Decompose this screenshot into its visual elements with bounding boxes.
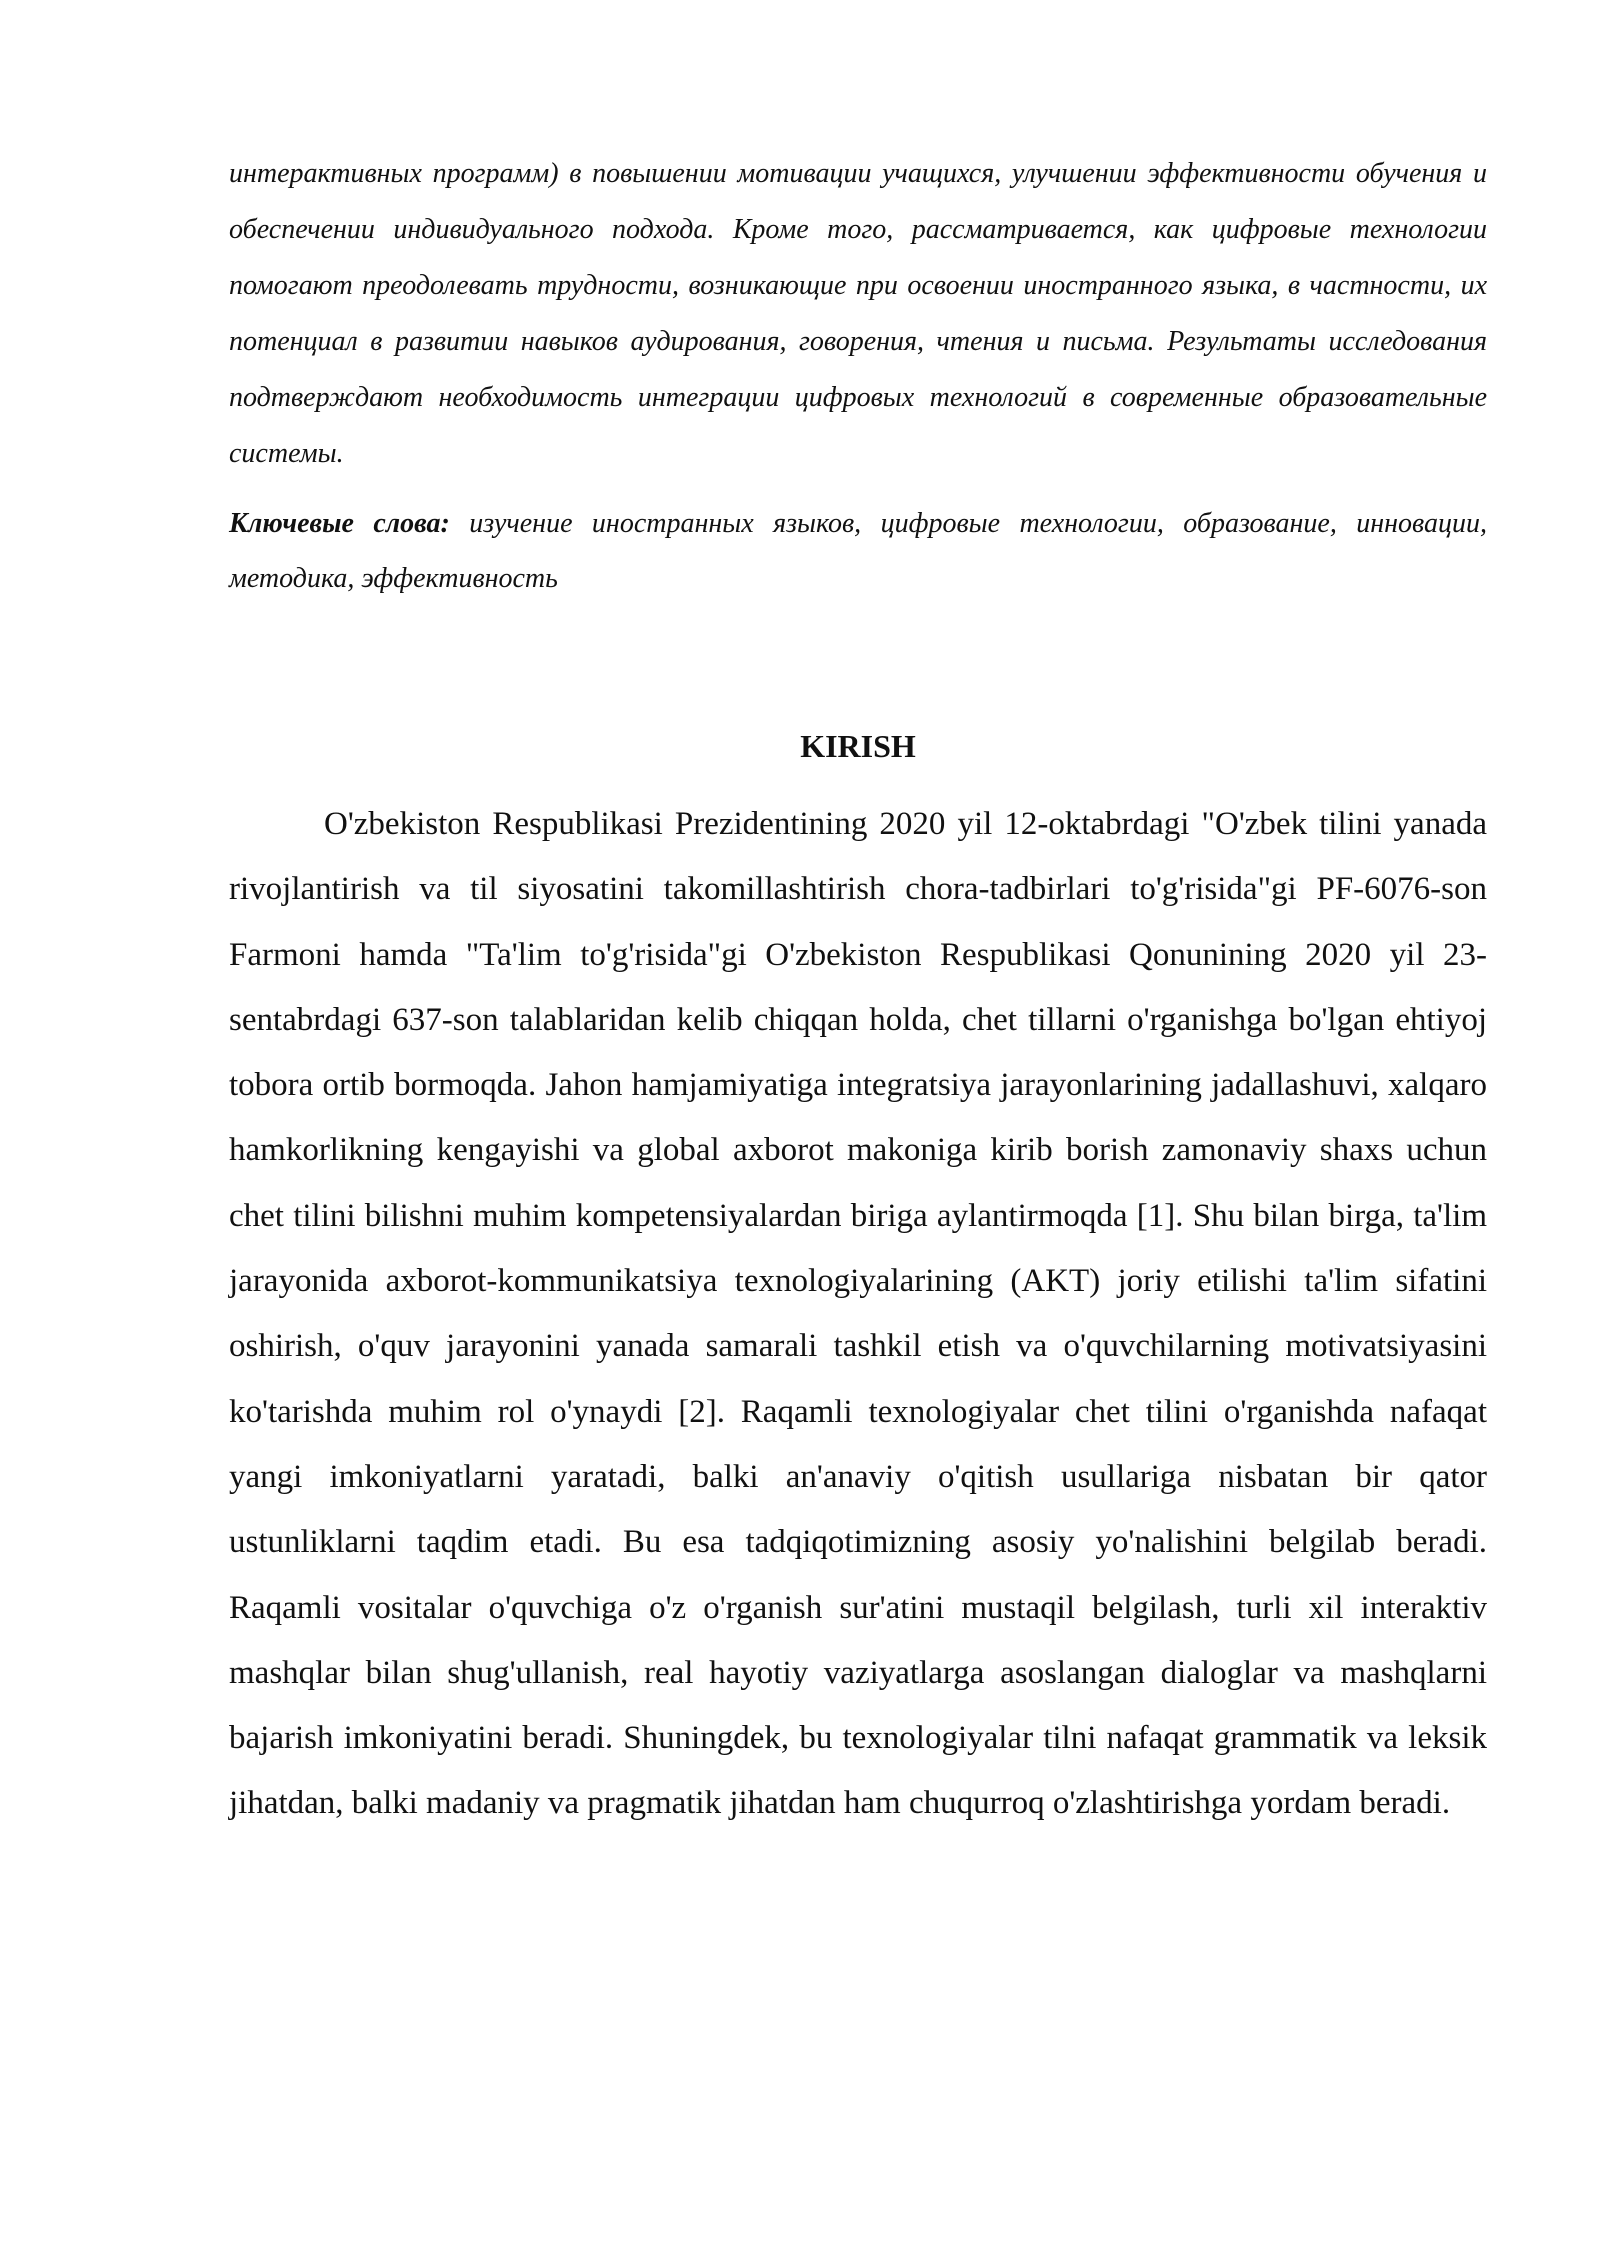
abstract-paragraph: интерактивных программ) в повышении мотивации учащихся, улучшении эффективности обучения и обеспечении индивидуального подхода. Кроме того, рассматривается, как цифровые технологии помогают преодолевать трудности, возникающие при освоении иностранного языка, в частности, их потенциал в развитии навыков аудирования, говорения, чтения и письма. Результаты исследования подтверждают необходимость интеграции цифровых технологий в современные образовательные системы. [229,158,1487,469]
keywords-paragraph [229,496,1487,606]
introduction-paragraph: O'zbekiston Respublikasi Prezidentining 2020 yil 12-oktabrdagi "O'zbek tilini yanada rivojlantirish va til siyosatini takomillashtirish chora-tadbirlari to'g'risida"gi PF-6076-son Farmoni hamda "Ta'lim to'g'risida"gi O'zbekiston Respublikasi Qonunining 2020 yil 23-sentabrdagi 637-son talablaridan kelib chiqqan holda, chet tillarni o'rganishga bo'lgan ehtiyoj tobora ortib bormoqda. Jahon hamjamiyatiga integratsiya jarayonlarining jadallashuvi, xalqaro hamkorlikning kengayishi va global axborot makoniga kirib borish zamonaviy shaxs uchun chet tilini bilishni muhim kompetensiyalardan biriga aylantirmoqda [1]. Shu bilan birga, ta'lim jarayonida axborot-kommunikatsiya texnologiyalarining (AKT) joriy etilishi ta'lim sifatini oshirish, o'quv jarayonini yanada samarali tashkil etish va o'quvchilarning motivatsiyasini ko'tarishda muhim rol o'ynaydi [2]. Raqamli texnologiyalar chet tilini o'rganishda nafaqat yangi imkoniyatlarni yaratadi, balki an'anaviy o'qitish usullariga nisbatan bir qator ustunliklarni taqdim etadi. Bu esa tadqiqotimizning asosiy yo'nalishini belgilab beradi. Raqamli vositalar o'quvchiga o'z o'rganish sur'atini mustaqil belgilash, turli xil interaktiv mashqlar bilan shug'ullanish, real hayotiy vaziyatlarga asoslangan dialoglar va mashqlarni bajarish imkoniyatini beradi. Shuningdek, bu texnologiyalar tilni nafaqat grammatik va leksik jihatdan, balki madaniy va pragmatik jihatdan ham chuqurroq o'zlashtirishga yordam beradi. [229,806,1487,1822]
section-heading: KIRISH [800,728,916,764]
keywords-label: Ключевые слова: [229,508,450,539]
keywords-text: изучение иностранных языков, цифровые технологии, образование, инновации, методика, эффективность [229,508,1487,594]
page-content [229,146,1487,1837]
